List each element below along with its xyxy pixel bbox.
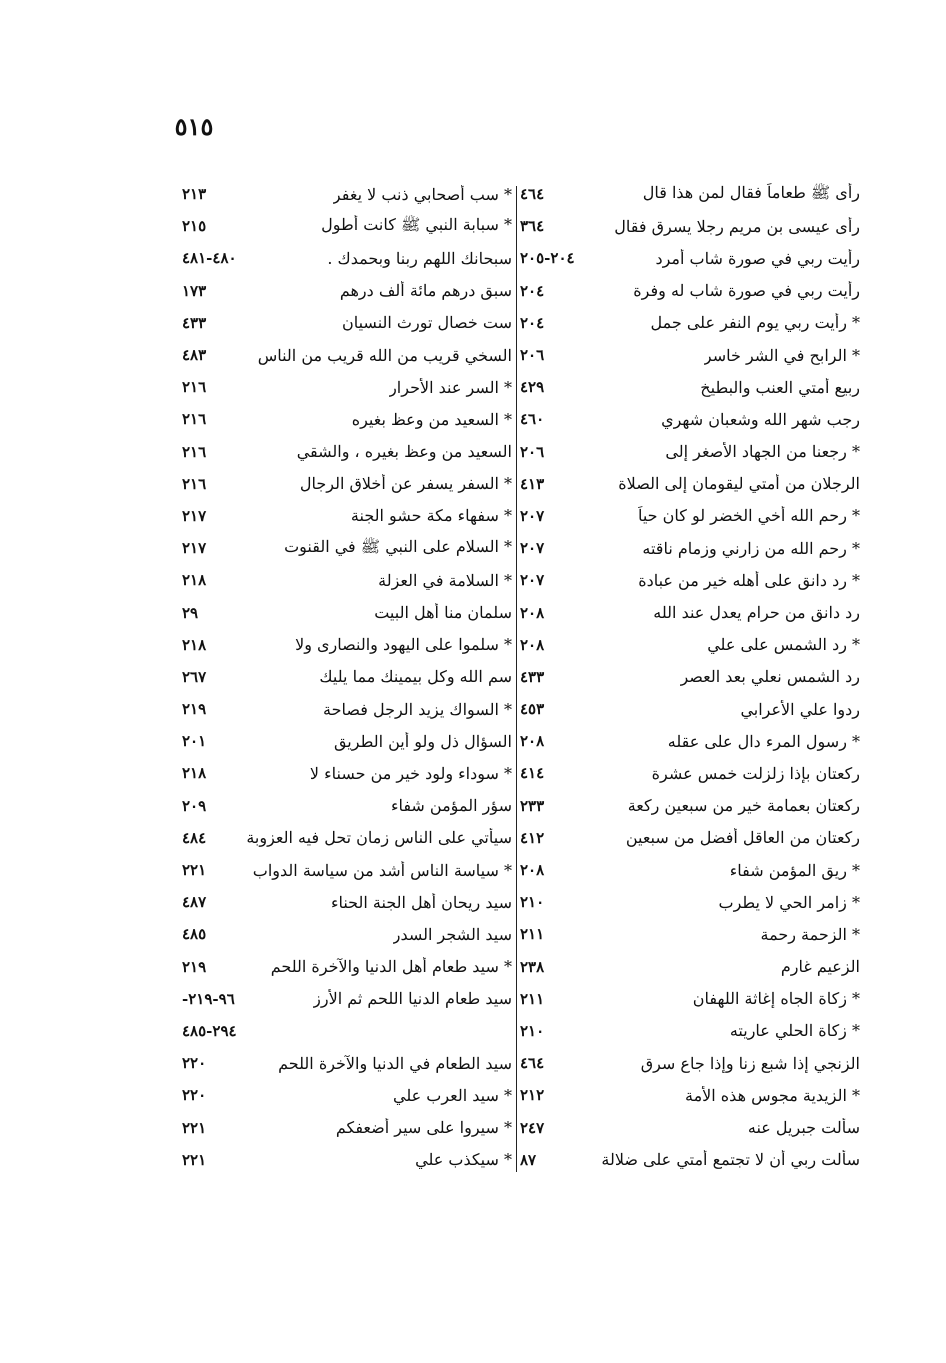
index-entry xyxy=(182,854,512,886)
entry-text: سيد الشجر السدر xyxy=(392,924,512,944)
entry-text: سيد طعام الدنيا اللحم ثم الأرز xyxy=(313,989,512,1009)
index-entry xyxy=(520,339,860,371)
entry-page: ٢١٠ xyxy=(520,893,545,912)
entry-page: ٤٥٣ xyxy=(520,700,545,719)
index-entry xyxy=(520,1015,860,1047)
entry-page: ٢٠٤ xyxy=(520,313,545,332)
index-entry xyxy=(182,661,512,693)
entry-text: رأيت ربي في صورة شاب له وفرة xyxy=(633,281,860,301)
entry-text: ركعتان بعمامة خير من سبعين ركعة xyxy=(627,796,860,816)
entry-text: الرجلان من أمتي ليقومان إلى الصلاة xyxy=(618,474,860,494)
index-entry xyxy=(182,725,512,757)
entry-page: ٢٠٧ xyxy=(520,539,545,558)
entry-page: ٢١٣ xyxy=(182,185,207,204)
entry-text: رد الشمس نعلي بعد العصر xyxy=(680,667,860,687)
entry-text: * السلامة في العزلة xyxy=(378,570,512,590)
index-entry xyxy=(182,822,512,854)
index-entry xyxy=(182,275,512,307)
entry-page: ٢١٨ xyxy=(182,571,207,590)
index-entry xyxy=(182,983,512,1015)
entry-page: ٢٢٠ xyxy=(182,1086,207,1105)
entry-text: * رد الشمس على علي xyxy=(707,635,860,655)
index-entry xyxy=(182,951,512,983)
entry-page: ٢٠٨ xyxy=(520,635,545,654)
index-entry xyxy=(520,725,860,757)
entry-text: ركعتان بإذا زلزلت خمس عشرة xyxy=(651,763,860,783)
entry-page: ٢١٦ xyxy=(182,378,207,397)
index-entry xyxy=(520,178,860,210)
index-entry xyxy=(520,436,860,468)
index-entry xyxy=(182,242,512,274)
entry-text: * سيد العرب علي xyxy=(393,1085,512,1105)
index-entry xyxy=(520,564,860,596)
index-entry xyxy=(520,1111,860,1143)
entry-text: سيد الطعام في الدنيا والآخرة اللحم xyxy=(278,1053,512,1073)
index-entry xyxy=(182,564,512,596)
entry-text: الزعيم غارم xyxy=(780,957,860,977)
index-entry xyxy=(182,693,512,725)
index-entry xyxy=(520,822,860,854)
entry-text: * سفهاء مكة حشو الجنة xyxy=(350,506,512,526)
entry-text: * سبابة النبي ﷺ كانت أطول xyxy=(321,214,512,234)
index-entry xyxy=(182,307,512,339)
entry-page: ٢٣٣ xyxy=(520,796,545,815)
index-entry xyxy=(520,403,860,435)
index-entry xyxy=(182,790,512,822)
index-entry xyxy=(520,951,860,983)
entry-text: * السفر يسفر عن أخلاق الرجال xyxy=(299,474,512,494)
entry-page: ٢٢٠ xyxy=(182,1054,207,1073)
entry-page: ٢٤٧ xyxy=(520,1118,545,1137)
entry-page: ٤٦٠ xyxy=(520,410,545,429)
entry-page: ٤٨٧ xyxy=(182,893,207,912)
entry-page: ٢١١ xyxy=(520,925,545,944)
index-entry xyxy=(182,886,512,918)
entry-text: * سياسة الناس أشد من سياسة الدواب xyxy=(252,860,512,880)
index-entry xyxy=(182,436,512,468)
entry-page: ٢٠٨ xyxy=(520,732,545,751)
index-entry xyxy=(182,532,512,564)
index-entry xyxy=(182,1015,512,1047)
entry-text: * زكاة الحلي عاريته xyxy=(729,1021,860,1041)
index-column-right xyxy=(520,178,860,1176)
entry-page: ٢٢١ xyxy=(182,1150,207,1169)
index-entry xyxy=(182,468,512,500)
entry-text: سيد ريحان أهل الجنة الحناء xyxy=(330,892,512,912)
index-entry xyxy=(182,371,512,403)
entry-page: ٢١٠ xyxy=(520,1021,545,1040)
entry-page: ٤٨٥ xyxy=(182,925,207,944)
entry-text: سم الله وكل بيمينك مما يليك xyxy=(319,667,512,687)
entry-page: ٤١٢ xyxy=(520,828,545,847)
index-entry xyxy=(520,918,860,950)
entry-page: ٢١٩ xyxy=(182,700,207,719)
entry-page: ٢١٦ xyxy=(182,474,207,493)
entry-text: * سيروا على سير أضعفكم xyxy=(335,1118,512,1138)
index-entry xyxy=(182,596,512,628)
entry-page: ٢٣٨ xyxy=(520,957,545,976)
index-entry xyxy=(520,468,860,500)
index-entry xyxy=(182,1144,512,1176)
index-entry xyxy=(182,1111,512,1143)
index-entry xyxy=(520,790,860,822)
entry-page: ٢٢١ xyxy=(182,1118,207,1137)
entry-page: ٢٠٨ xyxy=(520,861,545,880)
entry-text: * الزيدية مجوس هذه الأمة xyxy=(684,1085,860,1105)
entry-page: ٢٠٧ xyxy=(520,571,545,590)
index-entry xyxy=(520,693,860,725)
index-entry xyxy=(182,178,512,210)
entry-text: * زامر الحي لا يطرب xyxy=(718,892,860,912)
entry-page: ٩٦-٢١٩- xyxy=(182,989,235,1008)
index-entry xyxy=(520,532,860,564)
entry-page: ٤٣٣ xyxy=(520,667,545,686)
index-entry xyxy=(182,210,512,242)
entry-page: ٢١٩ xyxy=(182,957,207,976)
entry-page: ٤٣٣ xyxy=(182,313,207,332)
entry-text: * سيد طعام أهل الدنيا والآخرة اللحم xyxy=(270,957,512,977)
index-entry xyxy=(182,757,512,789)
entry-page: ٤١٤ xyxy=(520,764,545,783)
page-number: ٥١٥ xyxy=(174,112,214,141)
index-entry xyxy=(182,500,512,532)
index-column-left xyxy=(182,178,512,1176)
entry-text: ردوا علي الأعرابي xyxy=(740,699,860,719)
entry-page: ٤٦٤ xyxy=(520,1054,545,1073)
entry-text: ربيع أمتي العنب والبطيخ xyxy=(700,377,860,397)
index-entry xyxy=(520,757,860,789)
index-entry xyxy=(520,1047,860,1079)
entry-page: ٢٠٧ xyxy=(520,506,545,525)
entry-text: سبحانك اللهم ربنا وبحمدك . xyxy=(327,248,512,268)
entry-page: ٢٠٩ xyxy=(182,796,207,815)
entry-text: السؤال ذل ولو أين الطريق xyxy=(333,731,512,751)
index-entry xyxy=(520,275,860,307)
entry-text: * رحم الله أخي الخضر لو كان حياً xyxy=(637,506,860,526)
entry-page: ٤١٣ xyxy=(520,474,545,493)
index-entry xyxy=(520,1079,860,1111)
entry-text: * رجعنا من الجهاد الأصغر إلى xyxy=(665,442,860,462)
entry-text: سؤر المؤمن شفاء xyxy=(390,796,512,816)
entry-page: ٤٦٤ xyxy=(520,185,545,204)
entry-page: ٢١٥ xyxy=(182,217,207,236)
entry-text: سألت جبريل عنه xyxy=(747,1118,860,1138)
entry-text: * سوداء ولود خير من حسناء لا xyxy=(309,763,512,783)
entry-page: ٢٠٨ xyxy=(520,603,545,622)
entry-text: سلمان منا أهل البيت xyxy=(374,603,512,623)
entry-page: ٢١٦ xyxy=(182,410,207,429)
index-entry xyxy=(520,854,860,886)
index-entry xyxy=(520,596,860,628)
index-entry xyxy=(520,210,860,242)
entry-text: * رحم الله من زارني وزمام ناقته xyxy=(642,538,860,558)
entry-page: ٢٦٧ xyxy=(182,667,207,686)
entry-text: رجب شهر الله وشعبان شهري xyxy=(661,409,860,429)
entry-page: ٢١٨ xyxy=(182,635,207,654)
entry-text: رأيت ربي في صورة شاب أمرد xyxy=(655,248,860,268)
entry-page: ٤٨٠-٤٨١ xyxy=(182,249,237,268)
entry-text: * رد دانق على أهله خير من عبادة xyxy=(638,570,860,590)
index-entry xyxy=(520,886,860,918)
index-entry xyxy=(182,918,512,950)
entry-text: ركعتان من العاقل أفضل من سبعين xyxy=(625,828,860,848)
entry-text: رأى عيسى بن مريم رجلا يسرق فقال xyxy=(614,216,860,236)
entry-text: * الزحمة رحمة xyxy=(760,924,860,944)
entry-text: السخي قريب من الله قريب من الناس xyxy=(257,345,512,365)
entry-text: السعيد من وعظ بغيره ، والشقي xyxy=(296,442,512,462)
entry-text: سبق درهم مائة ألف درهم xyxy=(339,281,512,301)
index-entry xyxy=(182,1047,512,1079)
entry-page: ٤٨٣ xyxy=(182,346,207,365)
entry-text: سيأتي على الناس زمان تحل فيه العزوبة xyxy=(246,828,512,848)
entry-text: * السر عند الأحرار xyxy=(389,377,512,397)
entry-page: ٢١٧ xyxy=(182,506,207,525)
entry-page: ٢٠٤ xyxy=(520,281,545,300)
entry-page: ٨٧ xyxy=(520,1150,537,1169)
index-entry xyxy=(520,242,860,274)
entry-text: * ريق المؤمن شفاء xyxy=(729,860,860,880)
index-entry xyxy=(520,371,860,403)
entry-page: ٢٠٦ xyxy=(520,346,545,365)
entry-text: * السواك يزيد الرجل فصاحة xyxy=(323,699,512,719)
index-entry xyxy=(182,1079,512,1111)
index-entry xyxy=(520,500,860,532)
entry-text: * الرابح في الشر خاسر xyxy=(703,345,860,365)
entry-text: سألت ربي أن لا تجتمع أمتي على ضلالة xyxy=(601,1150,860,1170)
column-divider xyxy=(516,186,517,1172)
entry-text: رأى ﷺ طعاماً فقال لمن هذا قال xyxy=(642,182,860,202)
entry-page: ٢٩٤-٤٨٥ xyxy=(182,1021,237,1040)
entry-text: * السلام على النبي ﷺ في القنوت xyxy=(284,536,512,556)
entry-text: * السعيد من وعظ بغيره xyxy=(351,409,512,429)
entry-page: ٢٠٦ xyxy=(520,442,545,461)
index-entry xyxy=(520,629,860,661)
entry-text: الزنجي إذا شبع زنا وإذا جاع سرق xyxy=(640,1053,860,1073)
entry-page: ٤٢٩ xyxy=(520,378,545,397)
entry-page: ٢٠١ xyxy=(182,732,207,751)
index-entry xyxy=(182,339,512,371)
index-entry xyxy=(520,307,860,339)
index-entry xyxy=(520,1144,860,1176)
entry-page: ٢١١ xyxy=(520,989,545,1008)
entry-text: * زكاة الجاه إغاثة اللهفان xyxy=(692,989,860,1009)
index-entry xyxy=(520,661,860,693)
entry-text: * رأيت ربي يوم النفر على جمل xyxy=(650,313,860,333)
entry-text: * سب أصحابي ذنب لا يغفر xyxy=(332,184,512,204)
entry-page: ٢١٨ xyxy=(182,764,207,783)
entry-text: * رسول المرء دال على عقله xyxy=(667,731,860,751)
entry-page: ٣٦٤ xyxy=(520,217,545,236)
entry-text: * سيكذب علي xyxy=(415,1150,512,1170)
index-entry xyxy=(182,403,512,435)
entry-page: ٢٩ xyxy=(182,603,199,622)
entry-page: ٢٠٤-٢٠٥ xyxy=(520,249,575,268)
entry-page: ٢١٢ xyxy=(520,1086,545,1105)
entry-text: * سلموا على اليهود والنصارى ولا xyxy=(295,635,512,655)
entry-text: رد دانق من حرام يعدل عند الله xyxy=(653,603,860,623)
entry-page: ٢١٧ xyxy=(182,539,207,558)
entry-page: ٢٢١ xyxy=(182,861,207,880)
entry-text: ست خصال تورث النسيان xyxy=(341,313,512,333)
entry-page: ٤٨٤ xyxy=(182,828,207,847)
entry-page: ٢١٦ xyxy=(182,442,207,461)
entry-page: ١٧٣ xyxy=(182,281,207,300)
index-entry xyxy=(520,983,860,1015)
index-entry xyxy=(182,629,512,661)
